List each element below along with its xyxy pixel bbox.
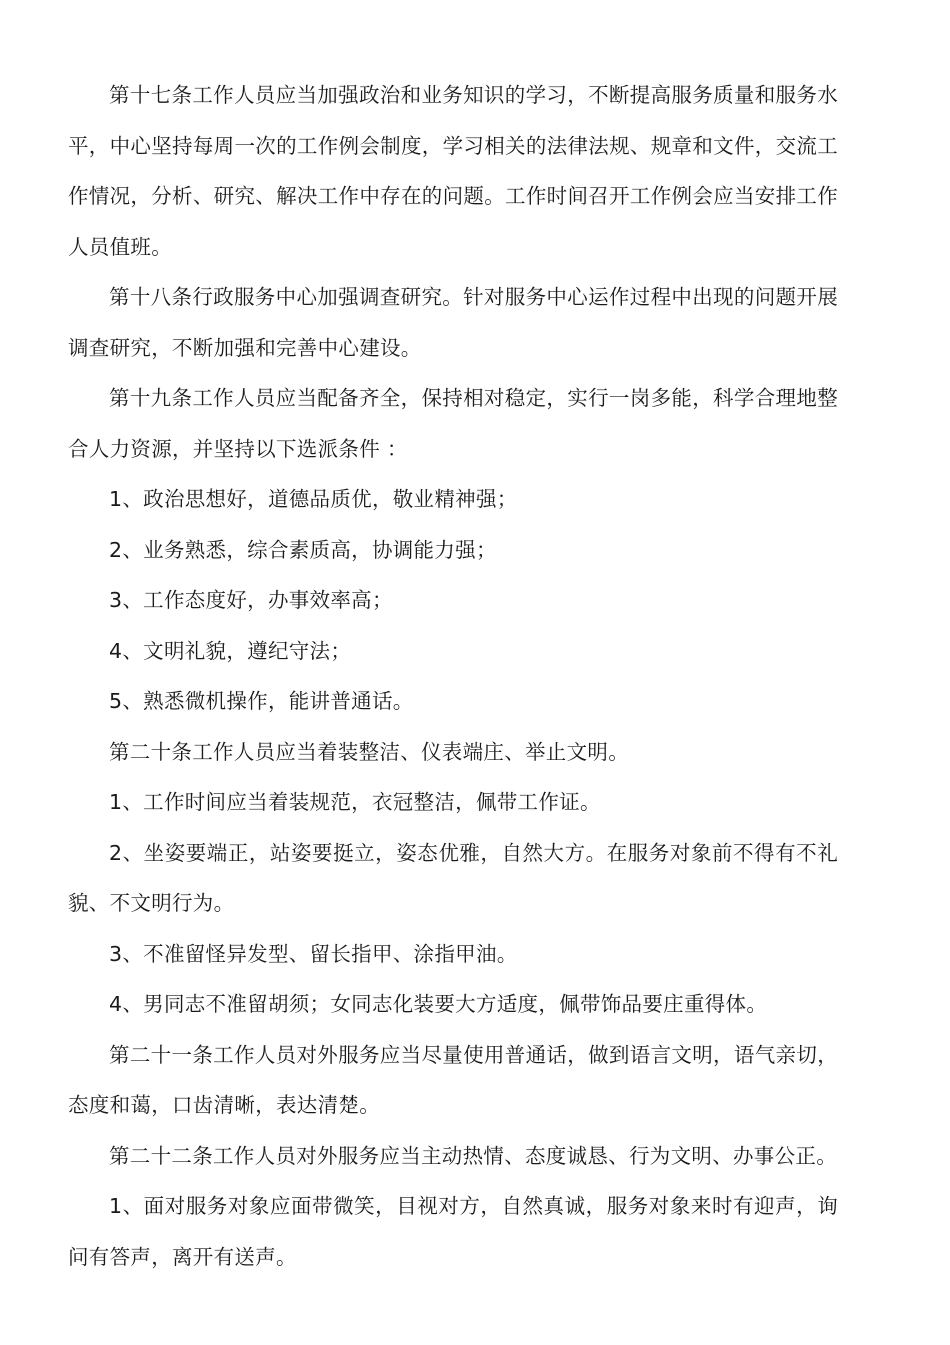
article-19-item-3: 3、工作态度好，办事效率高；	[109, 588, 393, 612]
article-20-item-1: 1、工作时间应当着装规范，衣冠整洁，佩带工作证。	[109, 790, 601, 814]
article-20-item-3: 3、不准留怪异发型、留长指甲、涂指甲油。	[109, 941, 518, 966]
article-20: 第二十条工作人员应当着装整洁、仪表端庄、举止文明。	[109, 739, 629, 764]
article-20-item-2: 2、坐姿要端正，站姿要挺立，姿态优雅，自然大方。在服务对象前不得有不礼貌、不文明行为。	[68, 840, 838, 915]
article-19-item-1: 1、政治思想好，道德品质优，敬业精神强；	[109, 487, 518, 511]
article-17: 第十七条工作人员应当加强政治和业务知识的学习，不断提高服务质量和服务水平，中心坚持每周一次的工作例会制度，学习相关的法律法规、规章和文件，交流工作情况，分析、研究、解决工作中存在的问题。工作时间召开工作例会应当安排工作人员值班。	[68, 83, 838, 259]
article-18: 第十八条行政服务中心加强调查研究。针对服务中心运作过程中出现的问题开展调查研究，不断加强和完善中心建设。	[68, 285, 838, 360]
article-22-item-1: 1、面对服务对象应面带微笑，目视对方，自然真诚，服务对象来时有迎声，询问有答声，离开有送声。	[68, 1194, 838, 1269]
article-19-item-4: 4、文明礼貌，遵纪守法；	[109, 638, 352, 663]
article-19-item-2: 2、业务熟悉，综合素质高，协调能力强；	[109, 537, 497, 562]
article-21: 第二十一条工作人员对外服务应当尽量使用普通话，做到语言文明，语气亲切，态度和蔼，口齿清晰，表达清楚。	[68, 1042, 838, 1117]
article-20-item-4: 4、男同志不准留胡须；女同志化装要大方适度，佩带饰品要庄重得体。	[109, 992, 768, 1016]
article-22: 第二十二条工作人员对外服务应当主动热情、态度诚恳、行为文明、办事公正。	[109, 1143, 837, 1168]
article-19-item-5: 5、熟悉微机操作，能讲普通话。	[109, 689, 414, 713]
article-19: 第十九条工作人员应当配备齐全，保持相对稳定，实行一岗多能，科学合理地整合人力资源，并坚持以下选派条件 ：	[68, 386, 838, 461]
document-body	[68, 70, 838, 1282]
